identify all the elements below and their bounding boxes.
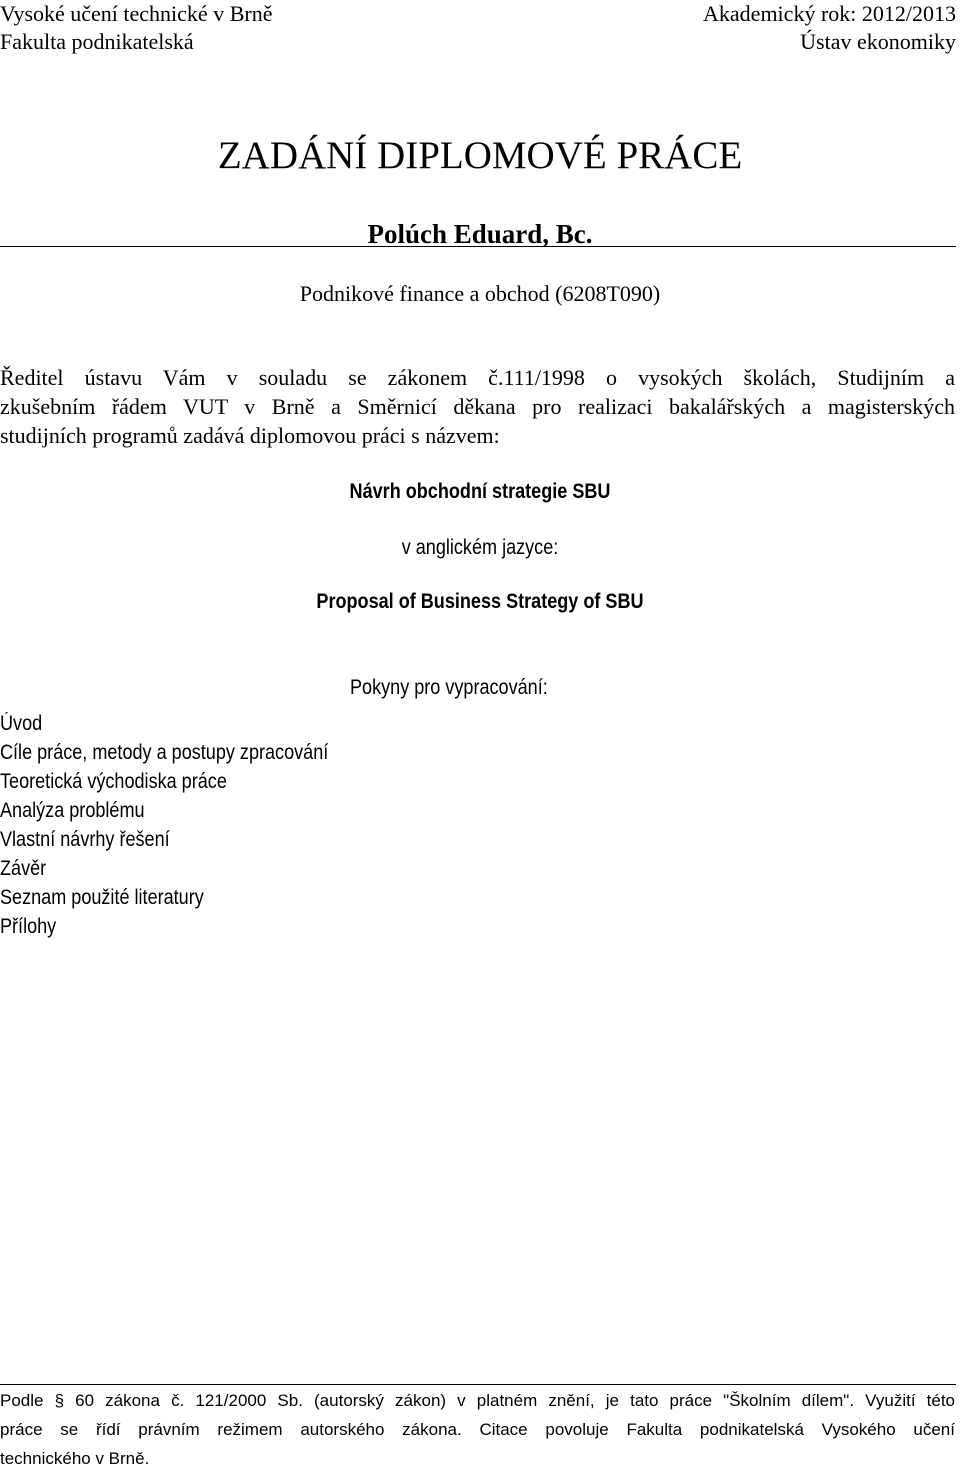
footer-line: Podle § 60 zákona č. 121/2000 Sb. (autorský zákon) v platném znění, je tato práce "Školním dílem". Využití této — [0, 1391, 955, 1410]
intro-line: studijních programů zadává diplomovou práci s názvem: — [0, 423, 500, 448]
english-label: v anglickém jazyce: — [401, 536, 559, 559]
university-name: Vysoké učení technické v Brně — [0, 1, 273, 26]
intro-line: zkušebním řádem VUT v Brně a Směrnicí děkana pro realizaci bakalářských a magisterských — [0, 394, 955, 419]
intro-paragraph — [0, 363, 955, 450]
list-item: Vlastní návrhy řešení — [0, 828, 170, 851]
institute-name: Ústav ekonomiky — [800, 29, 956, 54]
list-item: Cíle práce, metody a postupy zpracování — [0, 741, 329, 764]
list-item: Závěr — [0, 857, 47, 880]
intro-line: Ředitel ústavu Vám v souladu se zákonem č.111/1998 o vysokých školách, Studijním a — [0, 365, 955, 390]
study-program: Podnikové finance a obchod (6208T090) — [299, 281, 661, 306]
title-divider — [0, 246, 956, 247]
copyright-notice — [0, 1386, 955, 1473]
thesis-title-english: Proposal of Business Strategy of SBU — [316, 590, 644, 613]
faculty-name: Fakulta podnikatelská — [0, 29, 194, 54]
instructions-label: Pokyny pro vypracování: — [350, 676, 548, 699]
outline-list — [0, 709, 382, 941]
footer-divider — [0, 1384, 956, 1385]
list-item: Seznam použité literatury — [0, 886, 204, 909]
footer-line: technického v Brně. — [0, 1449, 150, 1468]
page-title: ZADÁNÍ DIPLOMOVÉ PRÁCE — [217, 134, 743, 177]
list-item: Analýza problému — [0, 799, 145, 822]
list-item: Úvod — [0, 712, 43, 735]
academic-year: Akademický rok: 2012/2013 — [703, 1, 956, 26]
list-item: Přílohy — [0, 915, 57, 938]
list-item: Teoretická východiska práce — [0, 770, 227, 793]
thesis-title: Návrh obchodní strategie SBU — [349, 480, 611, 503]
footer-line: práce se řídí právním režimem autorského zákona. Citace povoluje Fakulta podnikatelská Vysokého učení — [0, 1420, 955, 1439]
student-name: Polúch Eduard, Bc. — [367, 219, 593, 249]
